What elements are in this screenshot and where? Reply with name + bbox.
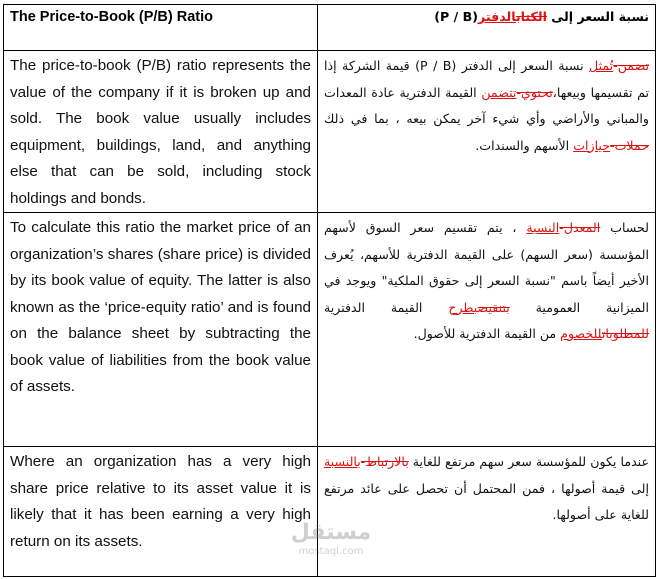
inserted-text: حيازات: [573, 137, 611, 153]
row-1-en-cell: [4, 51, 318, 213]
header-ar-inserted: الدفتر: [477, 9, 516, 24]
inserted-text: تتضمن: [481, 84, 517, 100]
arabic-text: نسبة السعر إلى الدفتر (P / B) قيمة الشركة إذا تم تقسيمها وبيعها،: [324, 58, 649, 100]
deleted-text: للمطلوبات: [601, 326, 649, 341]
arabic-text: القيمة الدفترية عادة المعدات والمباني والأراضي وأي شيء آخر يمكن بيعه ، بما في ذلك: [324, 84, 649, 126]
row-2-en-cell: [4, 213, 318, 447]
row-3-en-cell: [4, 447, 318, 577]
watermark-latin: mostaql.com: [298, 546, 364, 557]
arabic-text: عندما يكون للمؤسسة سعر سهم مرتفع للغاية: [408, 454, 649, 469]
header-en-title: The Price-to-Book (P/B) Ratio: [10, 9, 214, 25]
inserted-text: بطرح: [448, 299, 478, 315]
header-ar-tail: (P / B): [434, 9, 478, 24]
deleted-text: -: [559, 220, 564, 235]
deleted-text: بالارتباط: [365, 454, 409, 469]
mostaql-watermark: [288, 520, 374, 570]
inserted-text: للخصوم: [560, 326, 602, 341]
watermark-arabic: مستقل: [290, 520, 372, 545]
inserted-text: بالنسبة: [324, 454, 361, 469]
arabic-text: لحساب: [600, 220, 649, 235]
row-3-ar-text: [318, 447, 655, 529]
deleted-text: تضمن: [617, 58, 649, 73]
row-1-ar-text: [318, 51, 655, 159]
row-1: [4, 51, 656, 213]
header-ar-deleted: الكتاب: [515, 9, 547, 24]
deleted-text: حملات: [614, 137, 649, 153]
deleted-text: -: [613, 58, 618, 73]
header-ar-text: نسبة السعر إلى: [546, 9, 649, 24]
arabic-text: الأسهم والسندات.: [475, 137, 574, 153]
row-2-ar-cell: [318, 213, 656, 447]
inserted-text: النسبة: [526, 220, 560, 235]
row-3-en-text: Where an organization has a very high share price relative to its asset value it is likely that it has been earning a very high return on its assets.: [10, 453, 311, 550]
deleted-text: تحتوي: [520, 84, 553, 100]
row-1-ar-cell: [318, 51, 656, 213]
arabic-text: من القيمة الدفترية للأصول.: [413, 326, 561, 341]
row-2-ar-text: [318, 213, 655, 348]
header-en-cell: [4, 5, 318, 51]
row-2: [4, 213, 656, 447]
arabic-text: ، يتم تقسيم سعر السوق لأسهم المؤسسة (سعر السهم) على القيمة الدفترية للأسهم، يُعرف الأخير أيضاً باسم "نسبة السعر إلى حقوق الملكية" ويوجد في الميزانية العمومية: [324, 220, 649, 315]
row-2-en-text: To calculate this ratio the market price of an organization’s shares (share price) is divided by its book value of equity. The latter is also known as the ‘price-equity ratio’ and is found on the balance sheet by subtracting the book value of liabilities from the book value of assets.: [10, 219, 311, 395]
arabic-text: إلى قيمة أصولها ، فمن المحتمل أن تحصل على عائد مرتفع للغاية على أصولها.: [324, 480, 649, 522]
header-ar-title: [318, 5, 655, 28]
deleted-text: -: [516, 84, 521, 100]
deleted-text: بتنقيص: [477, 299, 510, 315]
deleted-text: -: [360, 454, 366, 469]
inserted-text: تُمثل: [589, 58, 614, 73]
deleted-text: المعدل: [563, 220, 601, 235]
deleted-text: -: [610, 137, 615, 153]
row-1-en-text: The price-to-book (P/B) ratio represents the value of the company if it is broken up and sold. The book value usually includes equipment, buildings, land, and anything else that can be sold, including stock holdings and bonds.: [10, 57, 311, 207]
header-ar-cell: [318, 5, 656, 51]
arabic-text: القيمة الدفترية: [324, 299, 449, 315]
header-row: [4, 5, 656, 51]
translation-table: [3, 4, 656, 577]
